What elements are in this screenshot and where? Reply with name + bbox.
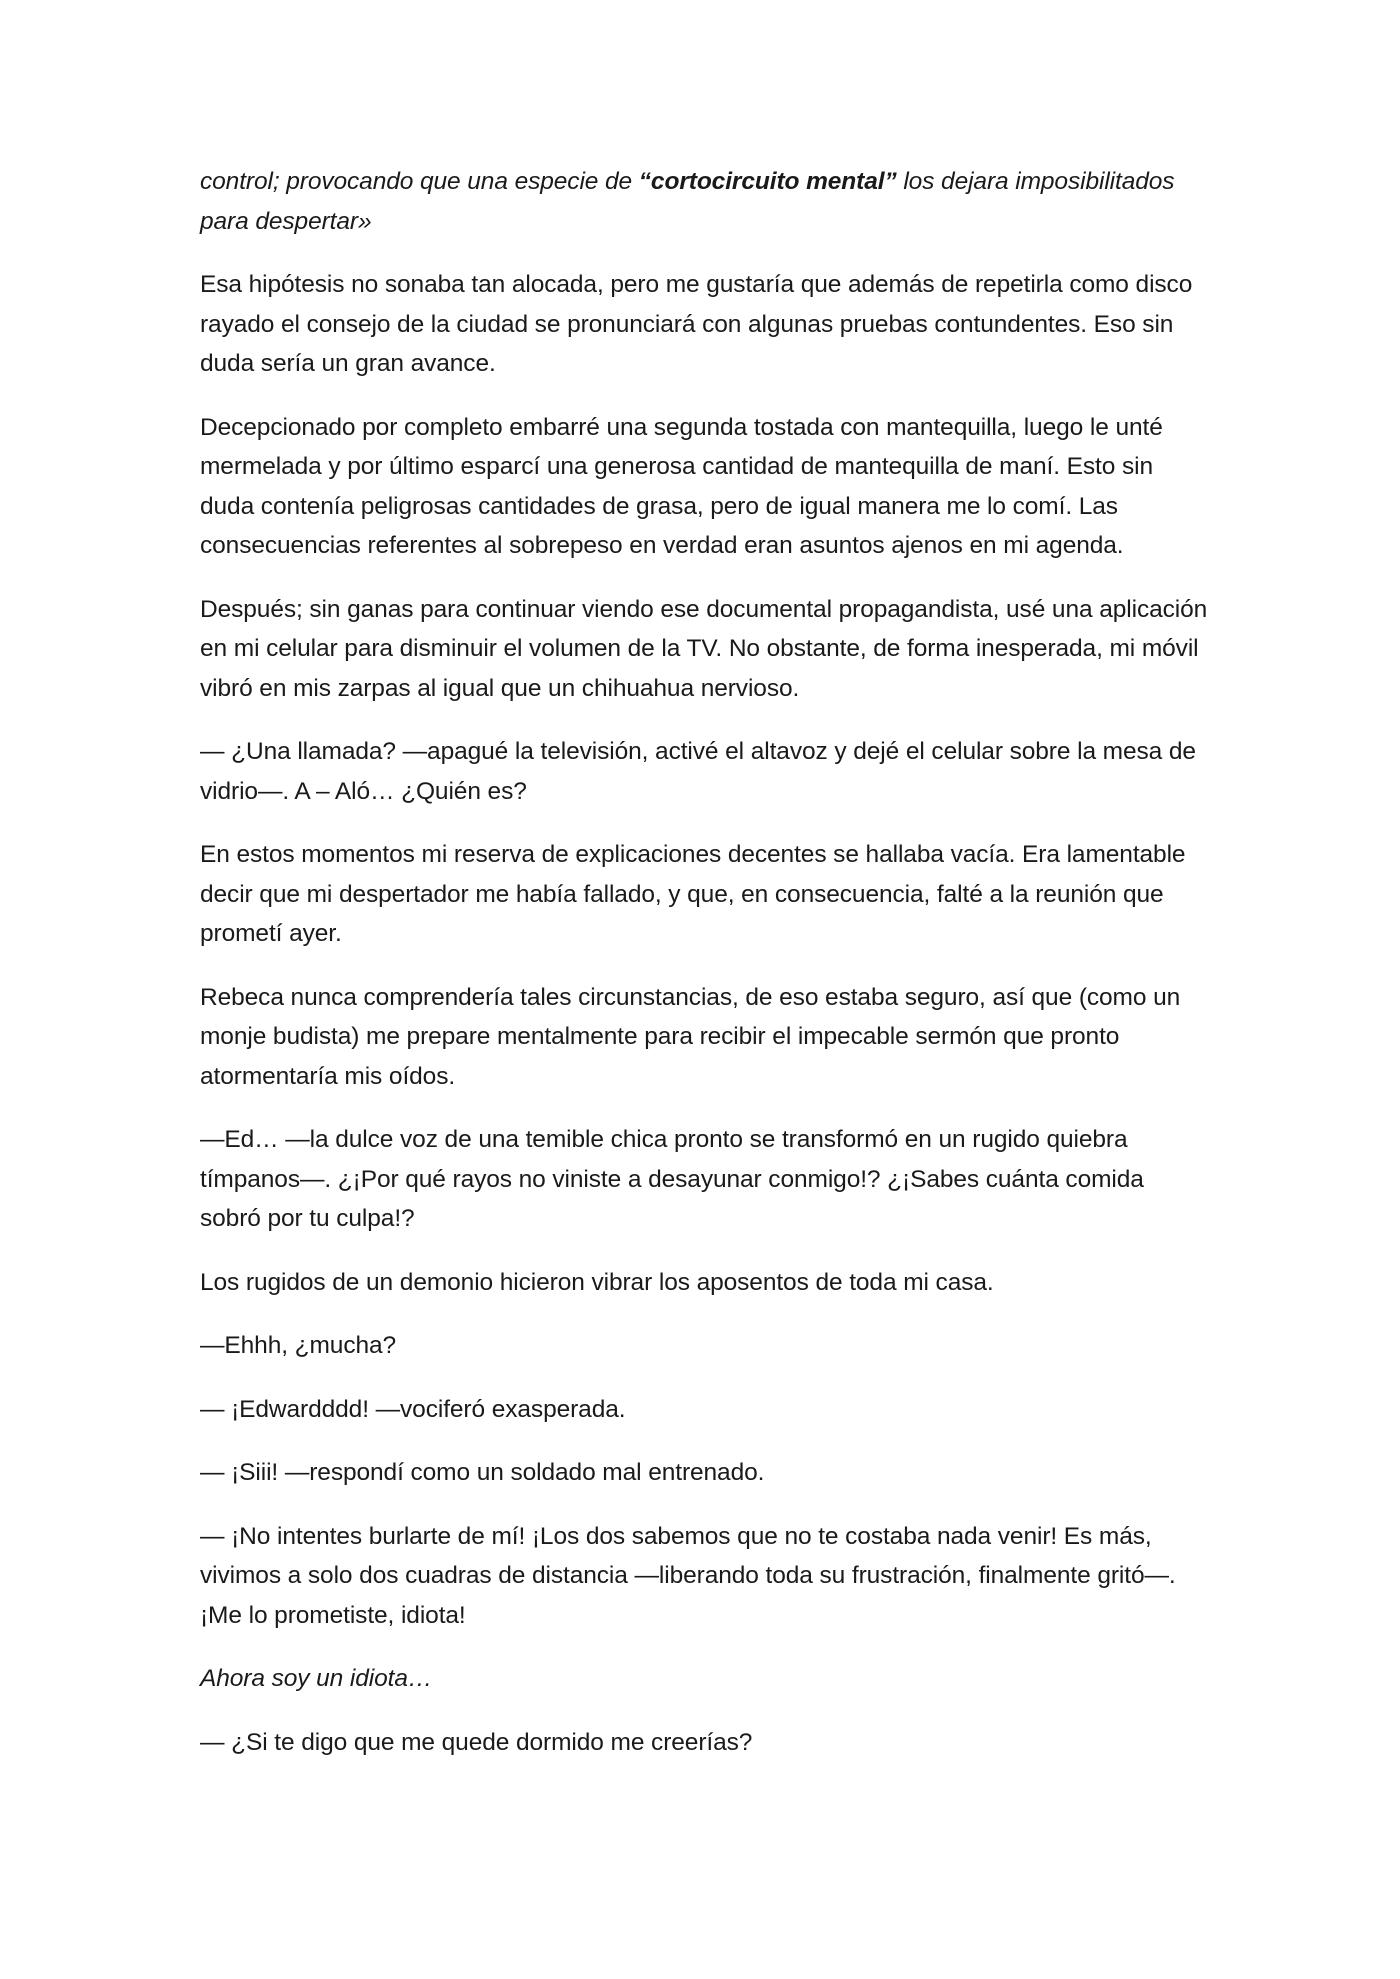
paragraph-11: — ¡Edwardddd! —vociferó exasperada.	[200, 1395, 626, 1423]
paragraph-13: — ¡No intentes burlarte de mí! ¡Los dos sabemos que no te costaba nada venir! Es más, vivimos a solo dos cuadras de distancia —liberando toda su frustración, finalmente gritó—. ¡Me lo prometiste, idiota!	[200, 1522, 1176, 1629]
paragraph-15: — ¿Si te digo que me quede dormido me creerías?	[200, 1728, 753, 1756]
paragraph-3: Decepcionado por completo embarré una segunda tostada con mantequilla, luego le unté mermelada y por último esparcí una generosa cantidad de mantequilla de maní. Esto sin duda contenía peligrosas cantidades de grasa, pero de igual manera me lo comí. Las consecuencias referentes al sobrepeso en verdad eran asuntos ajenos en mi agenda.	[200, 413, 1163, 559]
paragraph-1-text-end: los dejara imposibilitados para despertar»	[200, 168, 1175, 235]
paragraph-12: — ¡Siii! —respondí como un soldado mal entrenado.	[200, 1459, 765, 1486]
paragraph-7: Rebeca nunca comprendería tales circunstancias, de eso estaba seguro, así que (como un monje budista) me prepare mentalmente para recibir el impecable sermón que pronto atormentaría mis oídos.	[200, 983, 1181, 1090]
paragraph-5: — ¿Una llamada? —apagué la televisión, activé el altavoz y dejé el celular sobre la mesa de vidrio—. A – Aló… ¿Quién es?	[200, 738, 1196, 805]
paragraph-6: En estos momentos mi reserva de explicaciones decentes se hallaba vacía. Era lamentable decir que mi despertador me había fallado, y que, en consecuencia, falté a la reunión que prometí ayer.	[200, 841, 1186, 947]
paragraph-14: Ahora soy un idiota…	[200, 1665, 433, 1692]
paragraph-1	[200, 162, 1210, 241]
paragraph-8: —Ed… —la dulce voz de una temible chica pronto se transformó en un rugido quiebra tímpanos—. ¿¡Por qué rayos no viniste a desayunar conmigo!? ¿¡Sabes cuánta comida sobró por tu culpa!?	[200, 1126, 1144, 1232]
paragraph-1-text-start: control; provocando que una especie de	[200, 168, 639, 195]
paragraph-4: Después; sin ganas para continuar viendo ese documental propagandista, usé una aplicación en mi celular para disminuir el volumen de la TV. No obstante, de forma inesperada, mi móvil vibró en mis zarpas al igual que un chihuahua nervioso.	[200, 595, 1208, 702]
paragraph-1-bold-phrase: “cortocircuito mental”	[638, 168, 897, 195]
document-page	[200, 162, 1210, 1786]
paragraph-10: —Ehhh, ¿mucha?	[200, 1332, 397, 1359]
paragraph-9: Los rugidos de un demonio hicieron vibrar los aposentos de toda mi casa.	[200, 1268, 994, 1296]
paragraph-2: Esa hipótesis no sonaba tan alocada, pero me gustaría que además de repetirla como disco rayado el consejo de la ciudad se pronunciará con algunas pruebas contundentes. Eso sin duda sería un gran avance.	[200, 271, 1193, 377]
